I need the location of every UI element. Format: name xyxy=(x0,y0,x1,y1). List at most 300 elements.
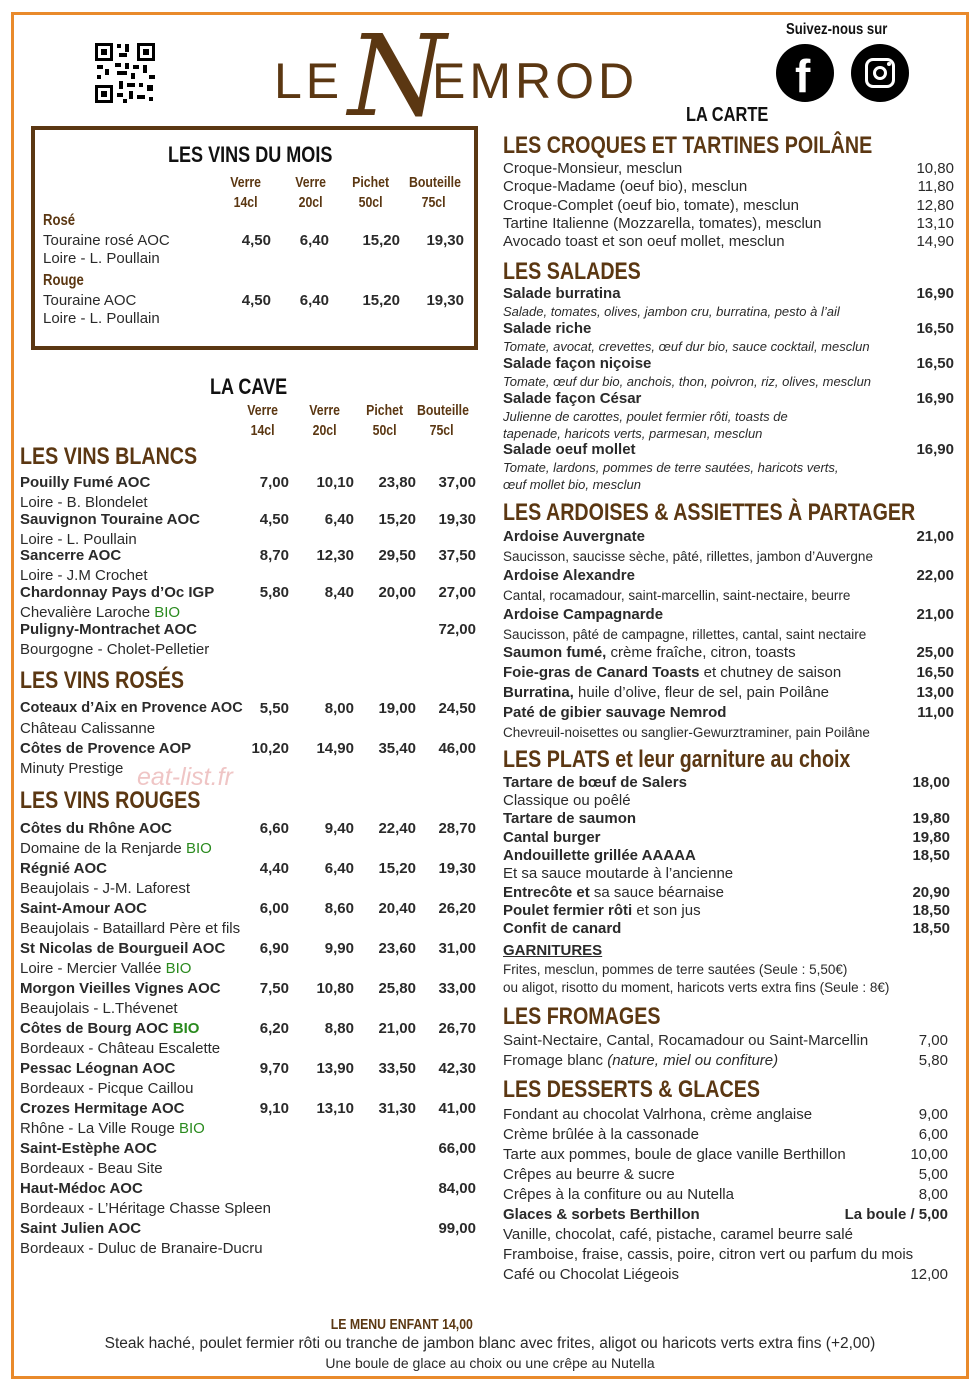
column-header xyxy=(238,401,287,441)
salade-price: 16,90 xyxy=(916,390,954,407)
plat-name-bold: Cantal burger xyxy=(503,829,601,846)
price-cell: 33,00 xyxy=(438,980,476,997)
plat-name xyxy=(503,920,621,937)
croque-price: 10,80 xyxy=(916,160,954,177)
plat-name xyxy=(503,810,636,827)
salade-name: Salade riche xyxy=(503,320,592,337)
price-cell: 6,40 xyxy=(299,292,329,309)
price-cell: 42,30 xyxy=(438,1060,476,1077)
wine-name-text: Haut-Médoc AOC xyxy=(20,1180,143,1197)
price-cell: 12,30 xyxy=(316,547,354,565)
price-cell: 25,80 xyxy=(378,980,416,997)
bio-badge: BIO xyxy=(165,960,192,977)
vins-du-mois-title: LES VINS DU MOIS xyxy=(168,142,333,167)
price-cell: 6,00 xyxy=(259,900,289,917)
plat-price: 18,50 xyxy=(912,902,950,919)
liegeois-price: 12,00 xyxy=(910,1266,948,1283)
wine-origin xyxy=(20,494,148,511)
wine-origin-text: Loire - J.M Crochet xyxy=(20,567,148,585)
ardoise-desc: Saucisson, pâté de campagne, rillettes, cantal, saint nectaire xyxy=(503,627,867,642)
vins-rouges-title: LES VINS ROUGES xyxy=(20,787,201,814)
salade-price: 16,50 xyxy=(916,355,954,372)
wine-origin xyxy=(20,1160,163,1177)
wine-origin-text: Bordeaux - Beau Site xyxy=(20,1160,163,1177)
wine-name-text: Pouilly Fumé AOC xyxy=(20,474,151,491)
wine-origin xyxy=(20,1080,193,1097)
fromage-item-1: Saint-Nectaire, Cantal, Rocamadour ou Saint-Marcellin xyxy=(503,1032,869,1049)
ardoise-name-rest: et chutney de saison xyxy=(699,664,842,681)
plat-price: 19,80 xyxy=(912,810,950,827)
price-cell: 15,20 xyxy=(378,510,416,528)
croque-name: Croque-Madame (oeuf bio), mesclun xyxy=(503,178,748,196)
price-cell: 41,00 xyxy=(438,1100,476,1117)
wine-name-text: Régnié AOC xyxy=(20,860,107,877)
salade-name: Salade façon César xyxy=(503,390,642,407)
ardoise-name-bold: Ardoise Campagnarde xyxy=(503,606,664,623)
plat-name-bold: Poulet fermier rôti xyxy=(503,902,633,919)
price-cell: 19,30 xyxy=(438,860,476,877)
plat-name xyxy=(503,847,696,864)
ardoise-name-bold: Ardoise Alexandre xyxy=(503,567,635,584)
facebook-icon[interactable]: f xyxy=(776,44,834,102)
wine-name xyxy=(20,584,214,601)
wine-origin-text: Domaine de la Renjarde xyxy=(20,840,182,857)
price-cell: 4,40 xyxy=(259,860,289,877)
qr-code-icon[interactable] xyxy=(93,41,157,105)
plat-name xyxy=(503,884,724,901)
wine-name-text: Saint-Amour AOC xyxy=(20,900,147,917)
rouge-label: Rouge xyxy=(43,272,84,289)
salade-desc: Tomate, œuf dur bio, anchois, thon, poivron, riz, olives, mesclun xyxy=(503,374,872,389)
column-header-line: Verre xyxy=(309,402,340,419)
price-cell: 28,70 xyxy=(438,820,476,837)
liegeois-name: Café ou Chocolat Liégeois xyxy=(503,1266,679,1283)
vins-roses-title: LES VINS ROSÉS xyxy=(20,667,185,694)
wine-name xyxy=(20,900,147,917)
wine-name xyxy=(20,1140,157,1157)
plats-title: LES PLATS et leur garniture au choix xyxy=(503,746,851,773)
column-header-line: Verre xyxy=(230,174,261,191)
price-cell: 4,50 xyxy=(241,232,271,249)
vins-blancs-title: LES VINS BLANCS xyxy=(20,443,198,470)
wine-origin-text: Loire - L. Poullain xyxy=(20,530,137,548)
price-cell: 4,50 xyxy=(259,510,289,528)
dessert-price: 6,00 xyxy=(918,1126,948,1143)
croque-name: Avocado toast et son oeuf mollet, mesclun xyxy=(503,233,785,251)
glaces-line-1: Vanille, chocolat, café, pistache, caramel beurre salé xyxy=(503,1226,853,1243)
rouge-origin: Loire - L. Poullain xyxy=(43,310,160,327)
price-cell: 37,50 xyxy=(438,547,476,565)
wine-name-text: Puligny-Montrachet AOC xyxy=(20,620,197,638)
la-cave-title: LA CAVE xyxy=(210,374,288,399)
salade-price: 16,50 xyxy=(916,320,954,337)
wine-name-text: Côtes de Bourg AOC xyxy=(20,1020,169,1037)
croque-price: 12,80 xyxy=(916,196,954,214)
column-header xyxy=(360,401,409,441)
croque-name: Tartine Italienne (Mozzarella, tomates), mesclun xyxy=(503,214,822,232)
dessert-price: 8,00 xyxy=(918,1186,948,1203)
wine-name xyxy=(20,1180,143,1197)
rouge-name: Touraine AOC xyxy=(43,292,137,309)
salade-desc: tapenade, haricots verts, parmesan, mesclun xyxy=(503,425,763,441)
price-cell: 99,00 xyxy=(438,1220,476,1237)
price-cell: 14,90 xyxy=(316,740,354,757)
ardoise-price: 22,00 xyxy=(916,567,954,584)
price-cell: 15,20 xyxy=(362,292,400,309)
wine-name xyxy=(20,1100,185,1117)
croque-name: Croque-Complet (oeuf bio, tomate), mesclun xyxy=(503,196,799,214)
price-cell: 19,30 xyxy=(426,232,464,249)
price-cell: 6,40 xyxy=(324,860,354,877)
ardoise-name xyxy=(503,664,841,681)
price-cell: 6,20 xyxy=(259,1020,289,1037)
column-header-line: 20cl xyxy=(298,194,323,211)
plat-price: 18,00 xyxy=(912,774,950,791)
price-cell: 15,20 xyxy=(362,232,400,249)
brand-logo xyxy=(272,12,712,142)
ardoise-name xyxy=(503,606,663,623)
ardoise-price: 13,00 xyxy=(916,684,954,701)
price-cell: 46,00 xyxy=(438,740,476,757)
plat-name-bold: Tartare de saumon xyxy=(503,810,637,827)
price-cell: 8,40 xyxy=(324,584,354,602)
ardoise-price: 11,00 xyxy=(917,704,954,721)
column-header-line: 50cl xyxy=(358,194,383,211)
wine-origin xyxy=(20,1000,178,1017)
price-cell: 23,60 xyxy=(378,940,416,957)
price-cell: 35,40 xyxy=(378,740,416,757)
column-header-line: 14cl xyxy=(250,422,275,439)
salade-name: Salade oeuf mollet xyxy=(503,441,636,458)
wine-name xyxy=(20,1020,199,1037)
wine-name-text: Saint-Estèphe AOC xyxy=(20,1140,157,1157)
salade-price: 16,90 xyxy=(916,441,954,458)
wine-origin-text: Bordeaux - L’Héritage Chasse Spleen xyxy=(20,1200,271,1217)
salade-desc: Salade, tomates, olives, jambon cru, burratina, pesto à l’ail xyxy=(503,304,840,319)
plat-name-bold: Entrecôte et xyxy=(503,884,590,901)
fromage-price-2: 5,80 xyxy=(918,1052,948,1069)
price-cell: 13,90 xyxy=(316,1060,354,1077)
price-cell: 20,00 xyxy=(378,584,416,602)
wine-origin xyxy=(20,604,180,621)
price-cell: 8,80 xyxy=(324,1020,354,1037)
croque-price: 11,80 xyxy=(917,178,954,196)
price-cell: 37,00 xyxy=(438,474,476,491)
wine-name-text: Côtes de Provence AOP xyxy=(20,740,192,757)
salade-desc: Tomate, lardons, pommes de terre sautées, haricots verts, xyxy=(503,460,839,475)
wine-origin-text: Loire - Mercier Vallée xyxy=(20,960,162,977)
croques-title: LES CROQUES ET TARTINES POILÂNE xyxy=(503,132,873,159)
menu-enfant-title: LE MENU ENFANT 14,00 xyxy=(330,1316,473,1333)
price-cell: 8,00 xyxy=(324,700,354,717)
price-cell: 23,80 xyxy=(378,474,416,491)
wine-origin-text: Rhône - La Ville Rouge xyxy=(20,1120,175,1137)
dessert-name: Fondant au chocolat Valrhona, crème anglaise xyxy=(503,1106,813,1123)
dessert-name: Tarte aux pommes, boule de glace vanille Berthillon xyxy=(503,1146,846,1163)
price-cell: 21,00 xyxy=(378,1020,416,1037)
wine-name-text: Chardonnay Pays d’Oc IGP xyxy=(20,584,215,602)
price-cell: 8,60 xyxy=(324,900,354,917)
price-cell: 33,50 xyxy=(378,1060,416,1077)
salade-desc: Tomate, avocat, crevettes, œuf dur bio, sauce cocktail, mesclun xyxy=(503,339,870,354)
garnitures-line-1: Frites, mesclun, pommes de terre sautées (Seule : 5,50€) xyxy=(503,962,848,977)
ardoise-name-rest: huile d’olive, fleur de sel, pain Poilâne xyxy=(573,684,830,701)
plat-desc: Classique ou poêlé xyxy=(503,792,631,809)
plat-price: 19,80 xyxy=(912,829,950,846)
bio-badge: BIO xyxy=(185,840,212,857)
ardoise-name xyxy=(503,684,829,701)
watermark: eat-list.fr xyxy=(137,763,233,791)
wine-origin-text: Château Calissanne xyxy=(20,720,156,737)
wine-origin-text: Minuty Prestige xyxy=(20,760,124,777)
wine-origin xyxy=(20,641,209,658)
price-cell: 5,80 xyxy=(259,584,289,602)
wine-origin xyxy=(20,960,191,977)
dessert-price: 5,00 xyxy=(918,1166,948,1183)
column-header-line: Pichet xyxy=(352,174,390,191)
column-header xyxy=(300,401,349,441)
price-cell: 9,40 xyxy=(324,820,354,837)
wine-origin xyxy=(20,920,240,937)
column-header-line: Bouteille xyxy=(409,174,461,191)
ardoise-name-bold: Paté de gibier sauvage Nemrod xyxy=(503,704,727,721)
ardoise-desc: Chevreuil-noisettes ou sanglier-Gewurztraminer, pain Poilâne xyxy=(503,725,870,740)
glaces-name: Glaces & sorbets Berthillon xyxy=(503,1206,700,1223)
plat-price: 18,50 xyxy=(912,920,950,937)
ardoise-name xyxy=(503,528,645,545)
wine-origin xyxy=(20,840,212,857)
menu-enfant-line-2: Une boule de glace au choix ou une crêpe au Nutella xyxy=(325,1355,655,1371)
price-cell: 31,30 xyxy=(378,1100,416,1117)
price-cell: 5,50 xyxy=(259,700,289,717)
price-cell: 10,80 xyxy=(316,980,354,997)
dessert-name: Crème brûlée à la cassonade xyxy=(503,1126,699,1143)
ardoises-title: LES ARDOISES & ASSIETTES À PARTAGER xyxy=(503,499,916,526)
price-cell: 10,10 xyxy=(316,474,354,491)
desserts-title: LES DESSERTS & GLACES xyxy=(503,1076,760,1103)
price-cell: 10,20 xyxy=(251,740,289,757)
wine-origin xyxy=(20,1200,271,1217)
wine-origin-text: Bordeaux - Château Escalette xyxy=(20,1040,221,1057)
brand-rest: EMROD xyxy=(432,53,639,109)
ardoise-name xyxy=(503,567,635,584)
ardoise-price: 25,00 xyxy=(916,644,954,661)
price-cell: 6,40 xyxy=(324,510,354,528)
wine-origin-text: Beaujolais - J-M. Laforest xyxy=(20,880,191,897)
wine-name-text: Morgon Vieilles Vignes AOC xyxy=(20,980,221,997)
ardoise-name-bold: Burratina, xyxy=(503,684,574,701)
plat-name-rest: sa sauce béarnaise xyxy=(589,884,724,901)
column-header-line: Verre xyxy=(247,402,278,419)
wine-origin-text: Loire - B. Blondelet xyxy=(20,494,148,511)
wine-name-text: St Nicolas de Bourgueil AOC xyxy=(20,940,226,957)
wine-name-text: Sauvignon Touraine AOC xyxy=(20,510,201,528)
salade-name: Salade façon niçoise xyxy=(503,355,652,372)
ardoise-name-bold: Ardoise Auvergnate xyxy=(503,528,645,545)
rose-label: Rosé xyxy=(43,212,76,229)
wine-name xyxy=(20,860,107,877)
glaces-price: La boule / 5,00 xyxy=(844,1206,948,1223)
price-cell: 9,90 xyxy=(324,940,354,957)
price-cell: 72,00 xyxy=(438,620,476,638)
price-cell: 22,40 xyxy=(378,820,416,837)
column-header xyxy=(417,401,469,441)
instagram-icon[interactable] xyxy=(851,44,909,102)
wine-origin-text: Bordeaux - Picque Caillou xyxy=(20,1080,194,1097)
ardoise-name xyxy=(503,704,726,721)
price-cell: 13,10 xyxy=(316,1100,354,1117)
price-cell: 15,20 xyxy=(378,860,416,877)
column-header-line: 20cl xyxy=(312,422,337,439)
wine-name xyxy=(20,1220,141,1237)
salade-price: 16,90 xyxy=(916,285,954,302)
column-header-line: 14cl xyxy=(233,194,258,211)
price-cell: 7,50 xyxy=(259,980,289,997)
wine-name-text: Pessac Léognan AOC xyxy=(20,1060,176,1077)
wine-origin xyxy=(20,720,155,737)
wine-origin xyxy=(20,531,137,548)
column-header xyxy=(346,173,395,213)
garnitures-title: GARNITURES xyxy=(503,942,603,959)
bio-badge: BIO xyxy=(154,604,181,622)
column-header-line: 75cl xyxy=(421,194,446,211)
price-cell: 4,50 xyxy=(241,292,271,309)
dessert-price: 10,00 xyxy=(910,1146,948,1163)
price-cell: 31,00 xyxy=(438,940,476,957)
wine-origin xyxy=(20,1120,205,1137)
price-cell: 9,10 xyxy=(259,1100,289,1117)
wine-origin-text: Bordeaux - Duluc de Branaire-Ducru xyxy=(20,1240,263,1257)
wine-origin-text: Chevalière Laroche xyxy=(20,604,151,622)
ardoise-name xyxy=(503,644,796,661)
ardoise-name-rest: crème fraîche, citron, toasts xyxy=(606,644,796,661)
wine-name-text: Crozes Hermitage AOC xyxy=(20,1100,185,1117)
fromage-item-2: Fromage blanc (nature, miel ou confiture) xyxy=(503,1052,779,1069)
wine-name-text: Saint Julien AOC xyxy=(20,1220,142,1237)
fromage-price-1: 7,00 xyxy=(918,1032,948,1049)
price-cell: 27,00 xyxy=(438,584,476,602)
column-header xyxy=(221,173,270,213)
plat-name-bold: Tartare de bœuf de Salers xyxy=(503,774,687,791)
plat-price: 18,50 xyxy=(912,847,950,864)
wine-name xyxy=(20,740,191,757)
plat-name-bold: Confit de canard xyxy=(503,920,622,937)
wine-name xyxy=(20,700,243,716)
wine-origin xyxy=(20,1240,263,1257)
wine-name xyxy=(20,621,197,638)
wine-name xyxy=(20,980,221,997)
ardoise-price: 16,50 xyxy=(916,664,954,681)
price-cell: 6,60 xyxy=(259,820,289,837)
plat-name-bold: Andouillette grillée AAAAA xyxy=(503,847,696,864)
column-header-line: Verre xyxy=(295,174,326,191)
plat-desc: Et sa sauce moutarde à l’ancienne xyxy=(503,865,734,882)
bio-badge: BIO xyxy=(172,1020,200,1037)
croque-name: Croque-Monsieur, mesclun xyxy=(503,160,683,177)
plat-name-rest: et son jus xyxy=(632,902,701,919)
wine-name xyxy=(20,1060,175,1077)
brand-n: N xyxy=(348,12,446,142)
wine-name xyxy=(20,820,172,837)
column-header-line: 50cl xyxy=(372,422,397,439)
wine-name xyxy=(20,474,150,491)
menu-enfant-line-1: Steak haché, poulet fermier rôti ou tranche de jambon blanc avec frites, aligot ou haricots verts extra fins (+2,00) xyxy=(104,1335,876,1352)
rose-origin: Loire - L. Poullain xyxy=(43,250,160,267)
price-cell: 84,00 xyxy=(438,1180,476,1197)
ardoise-price: 21,00 xyxy=(916,606,954,623)
ardoise-desc: Cantal, rocamadour, saint-marcellin, saint-nectaire, beurre xyxy=(503,588,851,603)
follow-label: Suivez-nous sur xyxy=(786,21,888,38)
ardoise-name-bold: Foie-gras de Canard Toasts xyxy=(503,664,700,681)
rose-name: Touraine rosé AOC xyxy=(43,232,170,249)
salades-title: LES SALADES xyxy=(503,258,641,285)
dessert-name: Crêpes au beurre & sucre xyxy=(503,1166,675,1183)
plat-name xyxy=(503,829,601,846)
column-header xyxy=(409,173,461,213)
wine-origin xyxy=(20,567,148,584)
price-cell: 26,20 xyxy=(438,900,476,917)
ardoise-name-bold: Saumon fumé, xyxy=(503,644,607,661)
column-header-line: Bouteille xyxy=(417,402,469,419)
price-cell: 20,40 xyxy=(378,900,416,917)
price-cell: 24,50 xyxy=(438,700,476,717)
price-cell: 19,00 xyxy=(378,700,416,717)
price-cell: 8,70 xyxy=(259,547,289,565)
column-header-line: Pichet xyxy=(366,402,404,419)
wine-origin-text: Bourgogne - Cholet-Pelletier xyxy=(20,640,210,658)
ardoise-desc: Saucisson, saucisse sèche, pâté, rillettes, jambon d’Auvergne xyxy=(503,549,873,564)
wine-name-text: Sancerre AOC xyxy=(20,547,122,565)
bio-badge: BIO xyxy=(179,1120,205,1137)
column-header-line: 75cl xyxy=(429,422,454,439)
price-cell: 19,30 xyxy=(438,510,476,528)
price-cell: 29,50 xyxy=(378,547,416,565)
salade-desc: Julienne de carottes, poulet fermier rôti, toasts de xyxy=(503,409,788,424)
la-carte-title: LA CARTE xyxy=(686,104,769,126)
croque-price: 14,90 xyxy=(916,233,954,251)
ardoise-price: 21,00 xyxy=(916,528,954,545)
glaces-line-2: Framboise, fraise, cassis, poire, citron vert ou parfum du mois xyxy=(503,1246,914,1263)
price-cell: 26,70 xyxy=(438,1020,476,1037)
wine-origin xyxy=(20,760,123,777)
dessert-name: Crêpes à la confiture ou au Nutella xyxy=(503,1186,734,1203)
wine-origin-text: Beaujolais - Bataillard Père et fils xyxy=(20,920,241,937)
price-cell: 7,00 xyxy=(259,474,289,491)
wine-name xyxy=(20,547,121,564)
price-cell: 9,70 xyxy=(259,1060,289,1077)
price-cell: 66,00 xyxy=(438,1140,476,1157)
wine-origin xyxy=(20,1040,220,1057)
wine-origin xyxy=(20,880,190,897)
fromages-title: LES FROMAGES xyxy=(503,1003,661,1030)
wine-name-text: Coteaux d’Aix en Provence AOC xyxy=(20,700,243,716)
wine-origin-text: Beaujolais - L.Thévenet xyxy=(20,1000,178,1017)
wine-name-text: Côtes du Rhône AOC xyxy=(20,820,172,837)
salade-name: Salade burratina xyxy=(503,285,621,302)
garnitures-line-2: ou aligot, risotto du moment, haricots verts extra fins (Seule : 8€) xyxy=(503,980,890,995)
plat-name xyxy=(503,774,687,791)
column-header xyxy=(286,173,335,213)
brand-le: LE xyxy=(274,53,344,109)
croque-price: 13,10 xyxy=(916,214,954,232)
dessert-price: 9,00 xyxy=(918,1106,948,1123)
price-cell: 6,40 xyxy=(299,232,329,249)
salade-desc: œuf mollet bio, mesclun xyxy=(503,476,641,492)
wine-name xyxy=(20,511,200,528)
plat-name xyxy=(503,902,701,919)
price-cell: 6,90 xyxy=(259,940,289,957)
plat-price: 20,90 xyxy=(912,884,950,901)
